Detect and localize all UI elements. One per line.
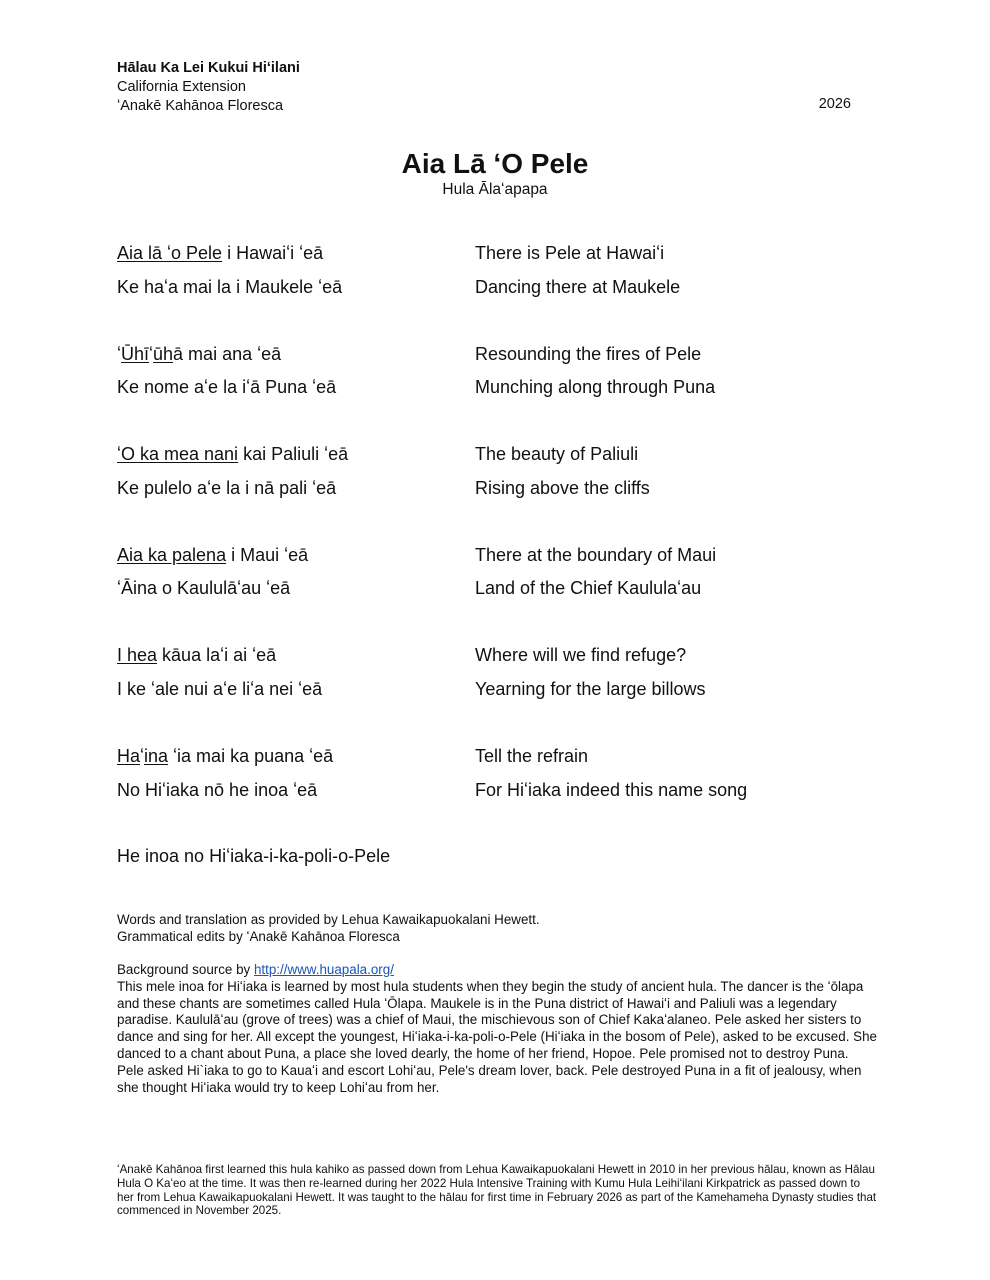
line-text: ʻia mai ka puana ʻeā (168, 746, 334, 766)
background-source (117, 962, 877, 979)
line-text: ʻ (117, 343, 121, 364)
underlined-text: Ha (117, 746, 141, 766)
credits-edits: Grammatical edits by ʻAnakē Kahānoa Floresca (117, 928, 400, 944)
hawaiian-line (117, 779, 317, 801)
hawaiian-line (117, 678, 322, 700)
huapala-link[interactable]: http://www.huapala.org/ (253, 962, 394, 977)
english-line: Land of the Chief Kaululaʻau (475, 578, 702, 599)
english-line: Rising above the cliffs (475, 477, 650, 498)
line-text: kāua laʻi ai ʻeā (157, 645, 277, 666)
line-text: ʻ (149, 343, 154, 364)
halau-name: Hālau Ka Lei Kukui Hiʻilani (117, 60, 300, 76)
background-text: This mele inoa for Hiʻiaka is learned by most hula students when they begin the study of ancient hula. The dancer is the ʻōlapa and these chants are sometimes called Hula ʻŌlapa. Maukele is in the Puna district of Hawaiʻi and Paliuli was a legendary paradise. Kaululāʻau (grove of trees) was a chief of Maui, the mischievous son of Chief Kakaʻalaneo. Pele asked her sisters to dance and sing for her. All except the youngest, Hiʻiaka-i-ka-poli-o-Pele (Hiʻiaka in the bosom of Pele), asked to be excused. She danced to a chant about Puna, a place she loved dearly, the home of her friend, Hopoe. Pele promised not to destroy Puna. Pele asked Hi`iaka to go to Kauaʻi and escort Lohiʻau, Pele's dream lover, back. Pele destroyed Puna in a fit of jealousy, when she thought Hiʻiaka would try to keep Lohiʻau from her. (117, 978, 877, 1095)
line-text: Ke nome aʻe la iʻā Puna ʻeā (117, 377, 337, 398)
english-line: Where will we find refuge? (475, 645, 687, 666)
document-header (117, 59, 857, 116)
line-text: ā mai ana ʻeā (173, 343, 282, 364)
underlined-text: Ūhī (121, 343, 150, 364)
line-text: kai Paliuli ʻeā (238, 444, 349, 465)
credits (117, 912, 877, 946)
hawaiian-line (117, 577, 290, 599)
underlined-text: ina (144, 746, 169, 766)
footnote: ʻAnakē Kahānoa first learned this hula kahiko as passed down from Lehua Kawaikapuokalani Hewett in 2010 in her previous hālau, known as Hālau Hula O Kaʻeo at the time. It was then re-learned during her 2022 Hula Intensive Training with Kumu Hula Leihiʻilani Kirkpatrick as passed down to her from Lehua Kawaikapuokalani Hewett. It was taught to the hālau for first time in February 2026 as part of the Kamehameha Dynasty studies that commenced in November 2025. (117, 1163, 877, 1218)
english-line: Dancing there at Maukele (475, 276, 681, 297)
underlined-text: Aia lā ʻo Pele (117, 243, 223, 263)
chant-title: Aia Lā ʻO Pele (401, 148, 589, 179)
line-text: ʻ (140, 746, 145, 766)
english-line: There is Pele at Hawaiʻi (475, 243, 665, 263)
line-text: i Maui ʻeā (226, 544, 309, 565)
hawaiian-line (117, 443, 348, 465)
hawaiian-line (117, 242, 323, 264)
hawaiian-line (117, 376, 336, 398)
document-year: 2026 (818, 96, 851, 112)
underlined-text: Aia ka palena (117, 544, 227, 565)
extension-name: California Extension (117, 79, 246, 95)
line-text: i Hawaiʻi ʻeā (222, 243, 324, 263)
hawaiian-line (117, 644, 276, 666)
english-line: There at the boundary of Maui (475, 544, 717, 565)
line-text: Ke pulelo aʻe la i nā pali ʻeā (117, 477, 337, 498)
background-section (117, 962, 877, 1096)
hawaiian-line (117, 544, 308, 566)
closing-line: He inoa no Hiʻiaka-i-ka-poli-o-Pele (117, 846, 391, 866)
english-line: Resounding the fires of Pele (475, 343, 702, 364)
line-text: No Hiʻiaka nō he inoa ʻeā (117, 779, 318, 800)
english-line: Tell the refrain (475, 746, 589, 766)
teacher-name: ʻAnakē Kahānoa Floresca (117, 98, 284, 114)
line-text: I ke ʻale nui aʻe liʻa nei ʻeā (117, 678, 323, 699)
underlined-text: ūh (153, 343, 174, 364)
english-line: Munching along through Puna (475, 377, 716, 398)
english-line: For Hiʻiaka indeed this name song (475, 779, 748, 800)
chant-subtitle: Hula Ālaʻapapa (442, 181, 548, 198)
line-text: Ke haʻa mai la i Maukele ʻeā (117, 276, 343, 297)
english-line: The beauty of Paliuli (475, 444, 639, 465)
english-line: Yearning for the large billows (475, 678, 706, 699)
credits-words: Words and translation as provided by Lehua Kawaikapuokalani Hewett. (117, 912, 540, 927)
line-text: ʻĀina o Kaululāʻau ʻeā (117, 578, 291, 599)
underlined-text: I hea (117, 645, 158, 666)
hawaiian-line (117, 477, 336, 499)
hawaiian-line (117, 745, 333, 767)
title-block (0, 148, 990, 200)
background-label: Background source by (117, 962, 254, 977)
underlined-text: ʻO ka mea nani (117, 444, 239, 465)
hawaiian-line (117, 276, 342, 298)
hawaiian-line (117, 343, 281, 365)
